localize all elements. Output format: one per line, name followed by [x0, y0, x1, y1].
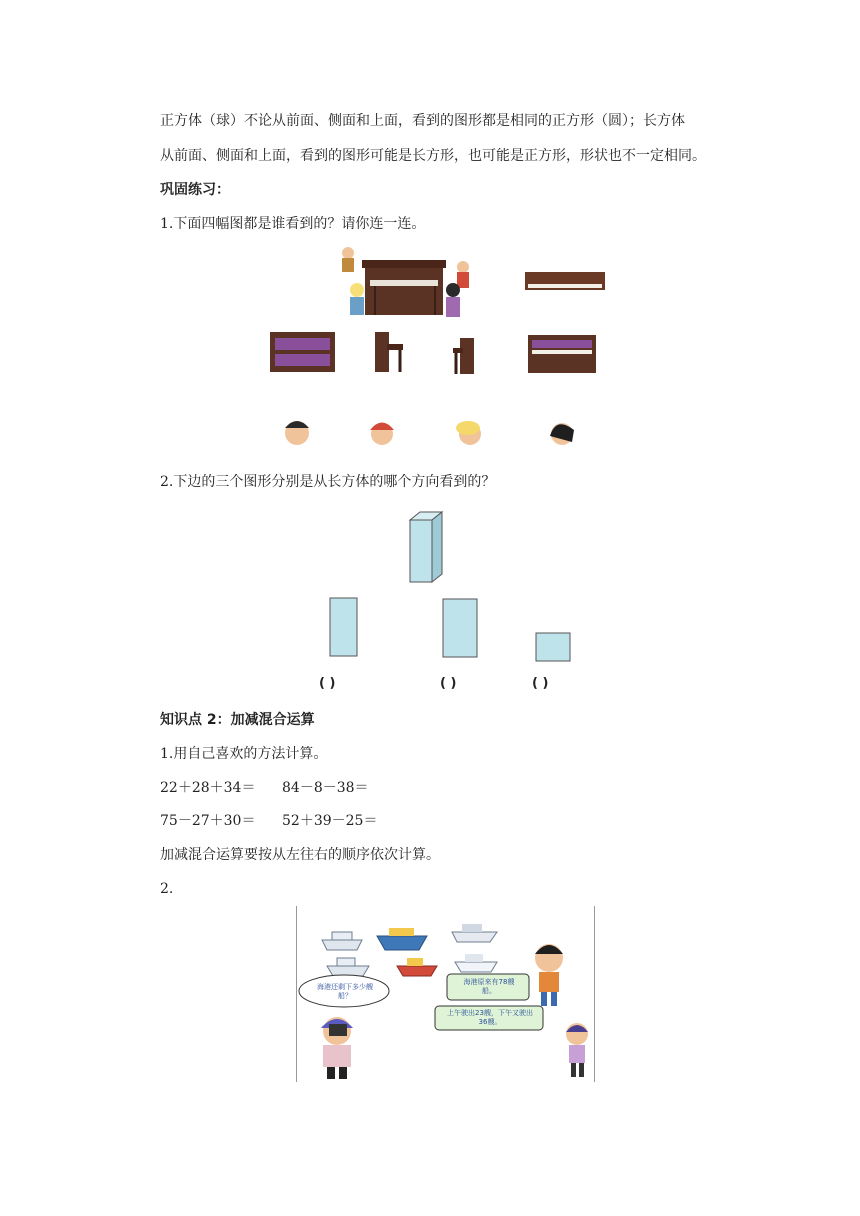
piano-front-view-left: [270, 332, 335, 372]
intro-line-2: 从前面、侧面和上面，看到的图形可能是长方形，也可能是正方形，形状也不一定相同。: [160, 148, 706, 164]
face-girl: [550, 423, 574, 445]
question-1: 1.下面四幅图都是谁看到的？请你连一连。: [160, 216, 426, 232]
practice-heading: 巩固练习：: [160, 182, 230, 198]
piano-top-view: [525, 272, 605, 290]
harbor-comic: [296, 906, 595, 1082]
piano-side-view-1: [375, 332, 403, 372]
boat-5: [397, 958, 437, 976]
boat-2: [377, 928, 427, 950]
intro-line-1: 正方体（球）不论从前面、侧面和上面，看到的图形都是相同的正方形（圆）；长方体: [160, 113, 685, 129]
face-cap-kid: [370, 423, 394, 446]
boat-3: [452, 924, 497, 942]
calc-expr-3: 75－27＋30＝: [160, 813, 256, 829]
view-tall-wide: [443, 599, 477, 657]
calc-prompt: 1.用自己喜欢的方法计算。: [160, 746, 328, 762]
right-bubble-text-1: 海港原来有78艘船。: [463, 978, 515, 995]
boy-character: [535, 944, 563, 1006]
piano-views-figure: [260, 240, 620, 455]
cuboid-3d: [410, 512, 442, 582]
calc-expr-4: 52＋39－25＝: [282, 813, 378, 829]
boat-1: [322, 932, 362, 950]
photographer-character: [321, 1017, 353, 1079]
rule-text: 加减混合运算要按从左往右的顺序依次计算。: [160, 847, 440, 863]
right-bubble-text-2: 上午驶出23艘，下午又驶出36艘。: [447, 1009, 533, 1026]
girl-character: [566, 1023, 588, 1077]
piano-front-view-right: [528, 335, 596, 373]
left-bubble-text: 海港还剩下多少艘船？: [317, 983, 373, 1000]
answer-blank-3[interactable]: ( ): [532, 676, 549, 691]
view-tall-narrow: [330, 598, 357, 656]
answer-blank-2[interactable]: ( ): [440, 676, 457, 691]
calc-expr-2: 84－8－38＝: [282, 780, 369, 796]
piano-side-view-2: [453, 338, 474, 374]
piano-scene: [342, 247, 469, 317]
face-boy: [285, 421, 309, 445]
knowledge-heading: 知识点 2：加减混合运算: [160, 712, 315, 728]
calc-expr-1: 22＋28＋34＝: [160, 780, 256, 796]
view-square: [536, 633, 570, 661]
boat-4: [327, 958, 369, 976]
question-2: 2.下边的三个图形分别是从长方体的哪个方向看到的？: [160, 474, 496, 490]
answer-blank-1[interactable]: ( ): [319, 676, 336, 691]
question-2b-label: 2.: [160, 881, 174, 897]
boat-6: [455, 954, 497, 972]
cuboid-views-figure: [320, 506, 580, 676]
face-yellow-hat: [456, 421, 481, 445]
